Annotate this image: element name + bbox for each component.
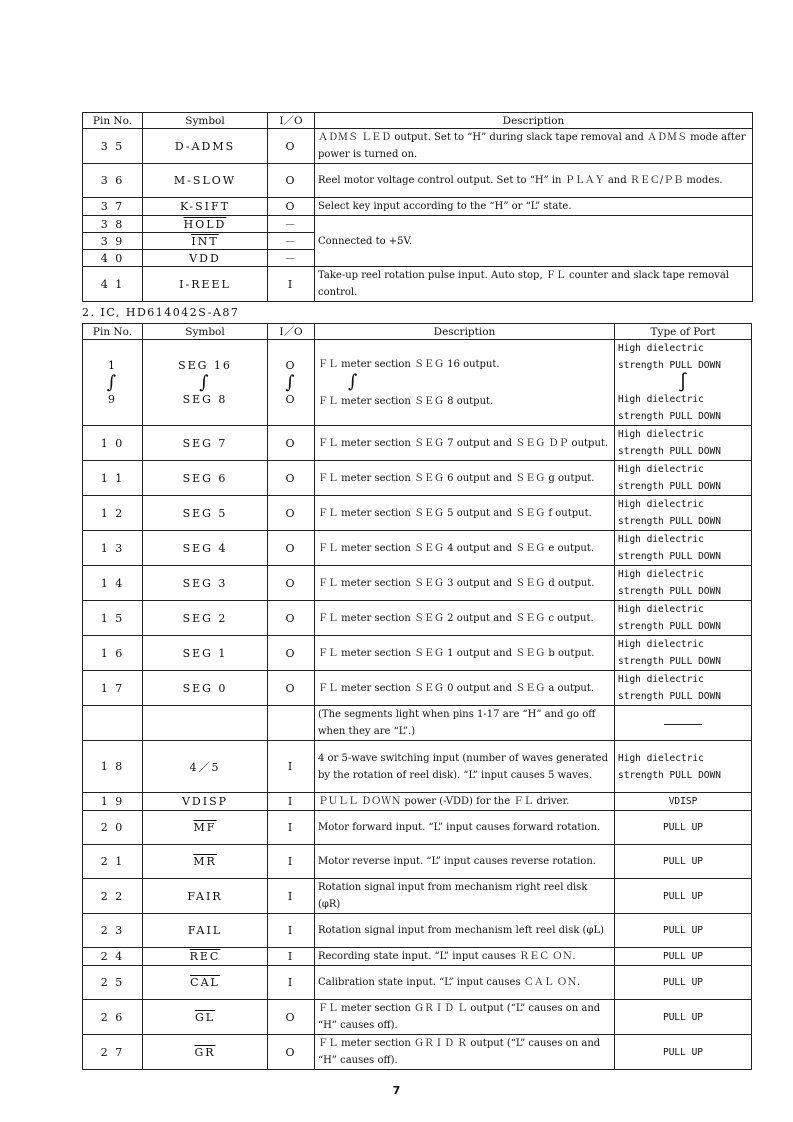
- table-row-range: [83, 340, 752, 426]
- pin-no: 2 7: [83, 1035, 143, 1070]
- pin-no: 1 5: [83, 601, 143, 636]
- io: O: [268, 198, 315, 216]
- description: ＦＬ meter section ＳＥＧ 7 output and ＳＥＧ ＤＰ output.: [315, 426, 615, 461]
- pin-no: 3 7: [83, 198, 143, 216]
- port-type: High dielectric strength PULL DOWN: [615, 461, 752, 496]
- range-tilde-icon: ∫: [106, 372, 119, 393]
- port-type: High dielectric strength PULL DOWN: [615, 566, 752, 601]
- symbol: HOLD: [143, 216, 268, 233]
- description: Rotation signal input from mechanism right reel disk (φR): [315, 879, 615, 914]
- table-row: [83, 566, 752, 601]
- pin-no: 1 7: [83, 671, 143, 706]
- table-row: [83, 1000, 752, 1035]
- header-pin: Pin No.: [83, 113, 143, 129]
- io: －: [268, 216, 315, 233]
- range-tilde-icon: ∫: [677, 372, 689, 393]
- header-description: Description: [315, 324, 615, 340]
- pin-no: 2 3: [83, 914, 143, 948]
- table-row: [83, 267, 753, 302]
- port-type: VDISP: [615, 793, 752, 811]
- io: I: [268, 811, 315, 845]
- table-row: [83, 1035, 752, 1070]
- table-row: [83, 164, 753, 198]
- description: ＦＬ meter section ＳＥＧ 5 output and ＳＥＧ f output.: [315, 496, 615, 531]
- description-range: [315, 340, 615, 426]
- table-row: [83, 601, 752, 636]
- table-row: [83, 426, 752, 461]
- description: Rotation signal input from mechanism left reel disk (φL): [315, 914, 615, 948]
- note-text: (The segments light when pins 1-17 are “H” and go off when they are “L”.): [315, 706, 615, 741]
- pin-no: 2 0: [83, 811, 143, 845]
- io: O: [268, 636, 315, 671]
- io-start: O: [285, 359, 297, 372]
- symbol: $\overline{INT}$: [143, 233, 268, 250]
- empty-port-dash: [615, 706, 752, 741]
- io: －: [268, 233, 315, 250]
- io: I: [268, 793, 315, 811]
- pin-no: 1 1: [83, 461, 143, 496]
- port-type: High dielectric strength PULL DOWN: [615, 426, 752, 461]
- description: ＦＬ meter section ＳＥＧ 3 output and ＳＥＧ d output.: [315, 566, 615, 601]
- port-type: PULL UP: [615, 966, 752, 1000]
- pin-no: 3 9: [83, 233, 143, 250]
- description: Connected to +5V.: [315, 216, 753, 267]
- description: Calibration state input. “L” input causes ＣＡＬ ＯＮ.: [315, 966, 615, 1000]
- symbol-range: [143, 340, 268, 426]
- pin-no: 1 4: [83, 566, 143, 601]
- symbol: SEG 4: [143, 531, 268, 566]
- pin-no-range: [83, 340, 143, 426]
- io-end: O: [285, 393, 297, 406]
- table-row: [83, 198, 753, 216]
- port-type: PULL UP: [615, 948, 752, 966]
- range-tilde-icon: ∫: [199, 372, 211, 393]
- io: －: [268, 250, 315, 267]
- io: O: [268, 1035, 315, 1070]
- symbol: VDD: [143, 250, 268, 267]
- io: I: [268, 948, 315, 966]
- pin-table-2: [82, 323, 752, 1070]
- io: I: [268, 845, 315, 879]
- pin-no: 2 5: [83, 966, 143, 1000]
- symbol-start: SEG 16: [178, 359, 232, 372]
- io: I: [268, 267, 315, 302]
- symbol: FAIL: [143, 914, 268, 948]
- range-tilde-icon: ∫: [285, 372, 297, 393]
- table-row: [83, 811, 752, 845]
- pin-no: 1 6: [83, 636, 143, 671]
- table-row: [83, 671, 752, 706]
- symbol: $\overline{GR}$: [143, 1035, 268, 1070]
- symbol-end: SEG 8: [182, 393, 228, 406]
- pin-no: 3 6: [83, 164, 143, 198]
- pin-no: 3 8: [83, 216, 143, 233]
- symbol: 4／5: [143, 741, 268, 793]
- description: ＰＵＬＬ ＤＯＷＮ power (-VDD) for the ＦＬ driver.: [315, 793, 615, 811]
- symbol: D-ADMS: [143, 129, 268, 164]
- symbol: SEG 0: [143, 671, 268, 706]
- io: O: [268, 461, 315, 496]
- io: I: [268, 914, 315, 948]
- table-row: [83, 531, 752, 566]
- symbol: $\overline{MR}$: [143, 845, 268, 879]
- io: O: [268, 164, 315, 198]
- page-number: 7: [392, 1084, 401, 1097]
- table-row: [83, 129, 753, 164]
- header-row: [83, 324, 752, 340]
- header-pin: Pin No.: [83, 324, 143, 340]
- io: O: [268, 601, 315, 636]
- io: O: [268, 566, 315, 601]
- description: 4 or 5-wave switching input (number of waves generated by the rotation of reel disk). “L” input causes 5 waves.: [315, 741, 615, 793]
- header-symbol: Symbol: [143, 113, 268, 129]
- port-start: High dielectric strength PULL DOWN: [618, 343, 721, 371]
- description: ＦＬ meter section ＧＲＩＤ Ｌ output (“L” causes on and “H” causes off).: [315, 1000, 615, 1035]
- symbol: FAIR: [143, 879, 268, 914]
- description: Motor reverse input. “L” input causes reverse rotation.: [315, 845, 615, 879]
- note-row: [83, 706, 752, 741]
- symbol: SEG 2: [143, 601, 268, 636]
- table-row: [83, 966, 752, 1000]
- description: ＦＬ meter section ＳＥＧ 0 output and ＳＥＧ a output.: [315, 671, 615, 706]
- io: I: [268, 741, 315, 793]
- table-row: [83, 461, 752, 496]
- description: ＦＬ meter section ＳＥＧ 6 output and ＳＥＧ g output.: [315, 461, 615, 496]
- pin-no: 2 6: [83, 1000, 143, 1035]
- description: Take-up reel rotation pulse input. Auto stop, ＦＬ counter and slack tape removal control.: [315, 267, 753, 302]
- port-type: PULL UP: [615, 845, 752, 879]
- section-title: 2. IC, HD614042S-A87: [82, 306, 240, 319]
- pin-no: 4 1: [83, 267, 143, 302]
- symbol: VDISP: [143, 793, 268, 811]
- pin-no: 2 1: [83, 845, 143, 879]
- table-row: [83, 496, 752, 531]
- io: I: [268, 966, 315, 1000]
- table-row: [83, 216, 753, 233]
- pin-start: 1: [108, 359, 117, 372]
- port-type: High dielectric strength PULL DOWN: [615, 496, 752, 531]
- table-row: [83, 636, 752, 671]
- port-type: PULL UP: [615, 1035, 752, 1070]
- pin-no: 1 2: [83, 496, 143, 531]
- port-type: High dielectric strength PULL DOWN: [615, 741, 752, 793]
- symbol: M-SLOW: [143, 164, 268, 198]
- symbol: K-SIFT: [143, 198, 268, 216]
- header-port-type: Type of Port: [615, 324, 752, 340]
- header-io: I／O: [268, 113, 315, 129]
- description: Select key input according to the “H” or “L” state.: [315, 198, 753, 216]
- io: O: [268, 531, 315, 566]
- pin-no: 1 9: [83, 793, 143, 811]
- pin-no: 2 2: [83, 879, 143, 914]
- symbol: $\overline{CAL}$: [143, 966, 268, 1000]
- pin-no: 4 0: [83, 250, 143, 267]
- io-range: [268, 340, 315, 426]
- symbol: I-REEL: [143, 267, 268, 302]
- symbol: SEG 1: [143, 636, 268, 671]
- range-tilde-icon: ∫: [348, 370, 358, 392]
- header-io: I／O: [268, 324, 315, 340]
- header-symbol: Symbol: [143, 324, 268, 340]
- port-type: High dielectric strength PULL DOWN: [615, 601, 752, 636]
- port-type: High dielectric strength PULL DOWN: [615, 531, 752, 566]
- pin-no: 1 0: [83, 426, 143, 461]
- header-row: [83, 113, 753, 129]
- description: ＦＬ meter section ＳＥＧ 4 output and ＳＥＧ e output.: [315, 531, 615, 566]
- symbol: $\overline{REC}$: [143, 948, 268, 966]
- table-row: [83, 845, 752, 879]
- description: ＦＬ meter section ＧＲＩＤ Ｒ output (“L” causes on and “H” causes off).: [315, 1035, 615, 1070]
- description: Reel motor voltage control output. Set to “H” in ＰＬＡＹ and ＲＥＣ/ＰＢ modes.: [315, 164, 753, 198]
- table-row: [83, 741, 752, 793]
- desc-end: ＦＬ meter section ＳＥＧ 8 output.: [318, 395, 494, 407]
- pin-end: 9: [108, 393, 117, 406]
- desc-start: ＦＬ meter section ＳＥＧ 16 output.: [318, 358, 500, 370]
- description: Motor forward input. “L” input causes forward rotation.: [315, 811, 615, 845]
- io: O: [268, 426, 315, 461]
- io: O: [268, 671, 315, 706]
- table-row: [83, 948, 752, 966]
- description: ＦＬ meter section ＳＥＧ 1 output and ＳＥＧ b output.: [315, 636, 615, 671]
- symbol: SEG 6: [143, 461, 268, 496]
- pin-table-1: [82, 112, 753, 302]
- table-row: [83, 914, 752, 948]
- io: O: [268, 129, 315, 164]
- port-type: PULL UP: [615, 879, 752, 914]
- port-range: [615, 340, 752, 426]
- port-end: High dielectric strength PULL DOWN: [618, 394, 721, 422]
- port-type: PULL UP: [615, 914, 752, 948]
- pin-no: 2 4: [83, 948, 143, 966]
- header-description: Description: [315, 113, 753, 129]
- table-row: [83, 879, 752, 914]
- pin-no: 1 8: [83, 741, 143, 793]
- symbol: SEG 5: [143, 496, 268, 531]
- description: ＦＬ meter section ＳＥＧ 2 output and ＳＥＧ c output.: [315, 601, 615, 636]
- io: O: [268, 496, 315, 531]
- description: ＡＤＭＳ ＬＥＤ output. Set to “H” during slack tape removal and ＡＤＭＳ mode after power is turned on.: [315, 129, 753, 164]
- symbol: SEG 7: [143, 426, 268, 461]
- symbol: $\overline{MF}$: [143, 811, 268, 845]
- symbol: SEG 3: [143, 566, 268, 601]
- symbol: $\overline{GL}$: [143, 1000, 268, 1035]
- port-type: PULL UP: [615, 811, 752, 845]
- pin-no: 1 3: [83, 531, 143, 566]
- table-row: [83, 793, 752, 811]
- port-type: High dielectric strength PULL DOWN: [615, 671, 752, 706]
- description: Recording state input. “L” input causes ＲＥＣ ＯＮ.: [315, 948, 615, 966]
- port-type: PULL UP: [615, 1000, 752, 1035]
- io: I: [268, 879, 315, 914]
- port-type: High dielectric strength PULL DOWN: [615, 636, 752, 671]
- pin-no: 3 5: [83, 129, 143, 164]
- io: O: [268, 1000, 315, 1035]
